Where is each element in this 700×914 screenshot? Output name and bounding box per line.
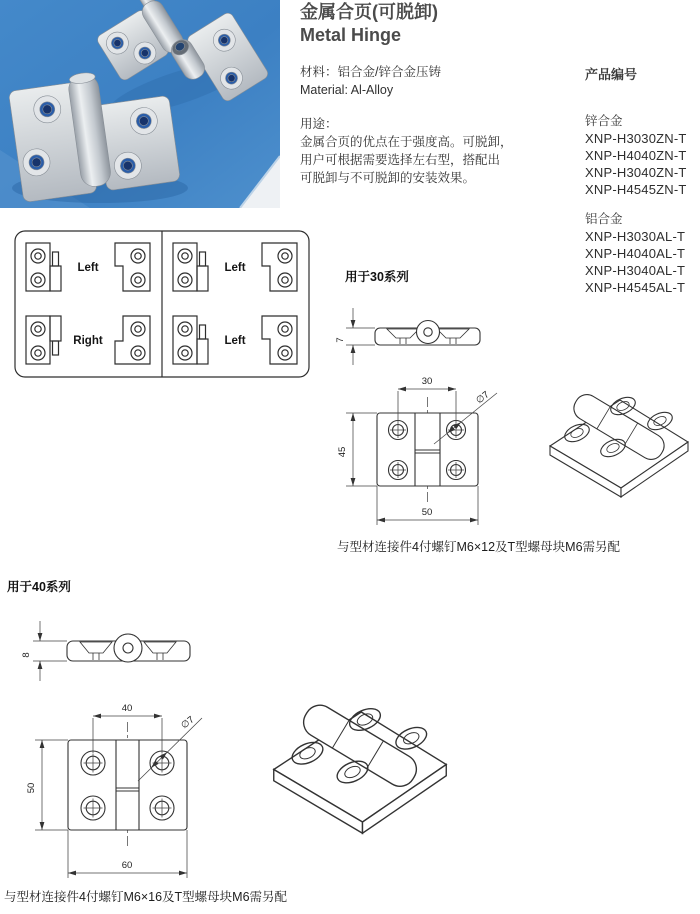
series30-drawings [330,294,700,550]
usage-line: 金属合页的优点在于强度高。可脱卸， [300,135,513,149]
product-title-en: Metal Hinge [300,25,402,45]
orientation-diagram [10,226,316,382]
series40-isometric-view [274,700,447,834]
dim-height: 50 [26,782,37,794]
part-code: XNP-H4040ZN-T [585,148,687,163]
zinc-group-name: 锌合金 [585,114,623,128]
dim-hole-span: 30 [421,376,433,387]
material-block [300,63,441,99]
dim-height: 45 [337,446,348,458]
aluminum-code-list [585,228,685,296]
usage-heading: 用途： [300,117,338,131]
part-code: XNP-H4545ZN-T [585,182,687,197]
series40-drawings [0,612,470,914]
series30-heading: 用于30系列 [345,270,409,284]
aluminum-group-name: 铝合金 [585,212,623,226]
series30-note: 与型材连接件4付螺钉M6×12及T型螺母块M6需另配 [337,540,621,554]
part-code: XNP-H3040AL-T [585,263,686,278]
part-numbers-heading: 产品编号 [585,67,638,82]
part-code: XNP-H3040ZN-T [585,165,687,180]
dim-hole-diameter: ∅7 [179,714,197,732]
material-en: Material: Al-Alloy [300,83,394,97]
part-code: XNP-H4040AL-T [585,246,686,261]
title-block [300,1,438,47]
series30-side-view [335,308,480,365]
zinc-code-list [585,130,687,198]
series40-note: 与型材连接件4付螺钉M6×16及T型螺母块M6需另配 [4,890,288,904]
dim-thickness: 8 [21,652,32,658]
product-title-zh: 金属合页(可脱卸) [300,2,438,22]
part-code: XNP-H3030ZN-T [585,131,687,146]
series30-isometric-view [550,390,688,497]
orientation-label: Right [73,335,103,347]
orientation-label: Left [224,335,246,347]
dim-width: 60 [121,860,133,871]
usage-line: 用户可根据需要选择左右型，搭配出 [300,153,501,167]
orientation-label: Left [77,262,99,274]
usage-line: 可脱卸与不可脱卸的安装效果。 [300,171,476,185]
product-photo [0,0,280,208]
usage-block [300,115,513,187]
series40-side-view [21,621,190,681]
dim-thickness: 7 [335,337,346,343]
series40-front-view [26,703,202,878]
dim-hole-span: 40 [121,703,133,714]
dim-width: 50 [421,507,433,518]
part-code: XNP-H3030AL-T [585,229,686,244]
orientation-label: Left [224,262,246,274]
dim-hole-diameter: ∅7 [474,389,492,407]
material-zh: 材料：铝合金/锌合金压铸 [300,65,441,79]
series40-heading: 用于40系列 [7,580,71,594]
part-code: XNP-H4545AL-T [585,280,686,295]
series30-front-view [337,376,497,525]
